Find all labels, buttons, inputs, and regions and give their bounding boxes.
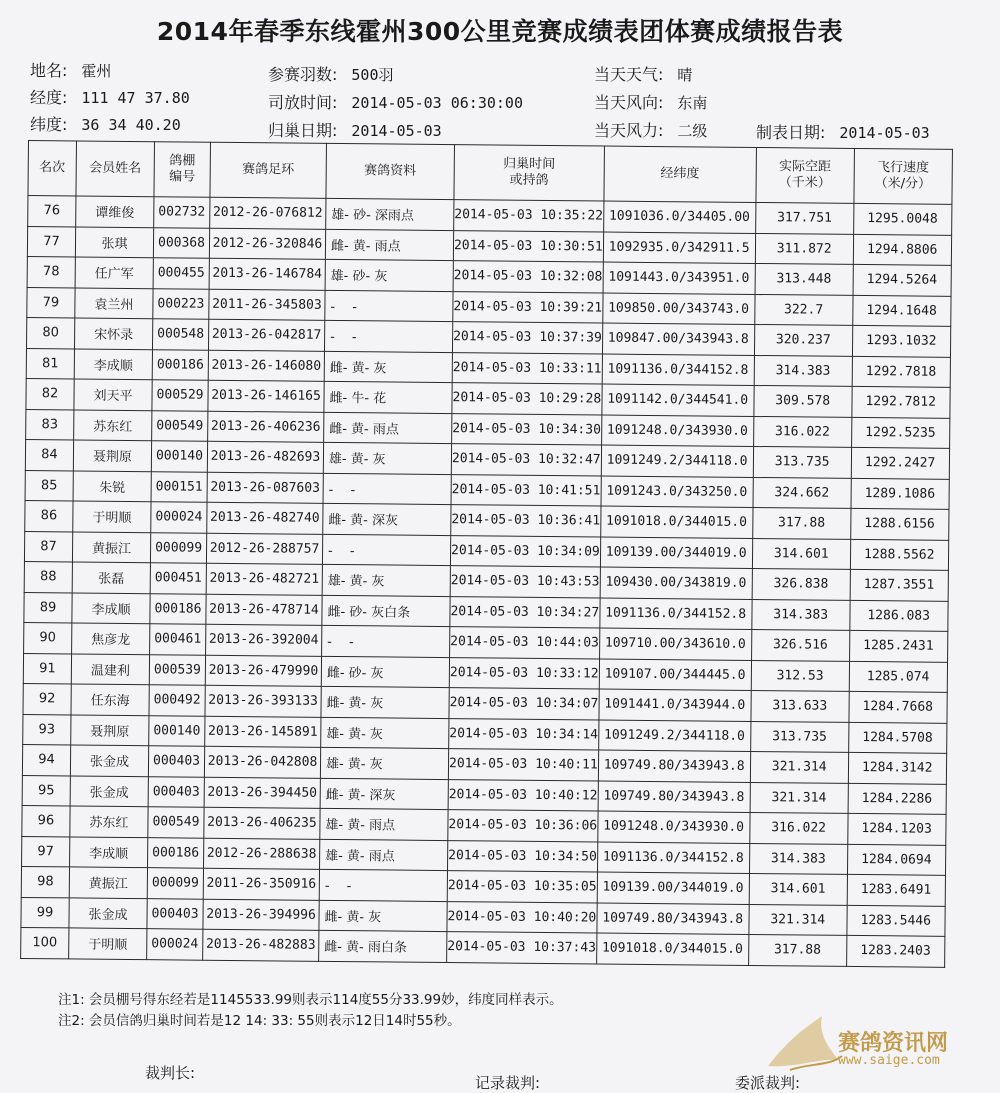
- header-time: 归巢时间 或持鸽: [454, 145, 604, 201]
- cell-ring: 2013-26-406236: [208, 411, 324, 443]
- report-title: 2014年春季东线霍州300公里竞赛成绩表团体赛成绩报告表: [156, 17, 844, 46]
- cell-rank: 94: [22, 744, 70, 775]
- cell-loft: 002732: [154, 197, 210, 228]
- cell-time: 2014-05-03 10:34:30: [452, 413, 602, 445]
- cell-rank: 78: [27, 256, 75, 287]
- cell-loft: 000529: [152, 380, 208, 411]
- cell-ring: 2012-26-076812: [210, 197, 326, 229]
- cell-distance: 314.601: [749, 873, 847, 904]
- cell-distance: 316.022: [753, 416, 851, 447]
- cell-speed: 1283.6491: [847, 874, 945, 905]
- cell-time: 2014-05-03 10:35:05: [447, 871, 597, 903]
- cell-distance: 313.633: [751, 690, 849, 721]
- wind-direction-info: [594, 90, 707, 113]
- cell-ring: 2013-26-146080: [208, 350, 324, 382]
- cell-desc: 雌- 砂- 灰白条: [322, 595, 450, 627]
- cell-time: 2014-05-03 10:33:11: [452, 352, 602, 384]
- cell-coord: 1091248.0/343930.0: [601, 415, 753, 447]
- cell-coord: 109139.00/344019.0: [600, 537, 752, 569]
- header-distance: 实际空距 （千米）: [756, 147, 855, 203]
- cell-coord: 1091249.2/344118.0: [601, 445, 753, 477]
- cell-ring: 2011-26-350916: [203, 868, 319, 900]
- cell-name: 李成顺: [72, 592, 150, 623]
- cell-rank: 93: [23, 714, 71, 745]
- cell-coord: 1091441.0/343944.0: [599, 689, 751, 721]
- cell-loft: 000549: [148, 807, 204, 838]
- cell-time: 2014-05-03 10:37:43: [447, 932, 597, 964]
- weather-value: 晴: [677, 66, 693, 84]
- watermark-url: www.saige.com: [838, 1053, 940, 1068]
- cell-loft: 000024: [151, 502, 207, 533]
- cell-distance: 314.383: [749, 843, 847, 874]
- wind-direction-value: 东南: [677, 94, 708, 112]
- cell-loft: 000186: [148, 837, 204, 868]
- cell-loft: 000099: [150, 532, 206, 563]
- cell-speed: 1284.7668: [849, 691, 947, 722]
- cell-speed: 1294.8806: [853, 234, 951, 265]
- cell-time: 2014-05-03 10:36:41: [451, 505, 601, 537]
- cell-speed: 1295.0048: [853, 203, 951, 234]
- cell-coord: 1091142.0/344541.0: [602, 384, 754, 416]
- cell-distance: 324.662: [753, 477, 851, 508]
- cell-time: 2014-05-03 10:32:47: [451, 444, 601, 476]
- cell-rank: 99: [21, 897, 69, 928]
- cell-name: 任广军: [75, 257, 153, 288]
- cell-time: 2014-05-03 10:40:11: [448, 749, 598, 781]
- latitude-label: 纬度:: [30, 115, 68, 134]
- cell-time: 2014-05-03 10:43:53: [450, 566, 600, 598]
- cell-coord: 109749.80/343943.8: [597, 902, 749, 934]
- cell-speed: 1284.2286: [848, 783, 946, 814]
- cell-ring: 2013-26-394450: [204, 777, 320, 809]
- cell-coord: 1091018.0/344015.0: [600, 506, 752, 538]
- cell-coord: 1091036.0/34405.00: [603, 201, 755, 233]
- cell-desc: - -: [322, 625, 450, 657]
- cell-speed: 1292.5235: [851, 417, 949, 448]
- cell-time: 2014-05-03 10:41:51: [451, 474, 601, 506]
- header-speed: 飞行速度 （米/分）: [854, 148, 953, 204]
- cell-desc: 雌- 黄- 灰: [324, 351, 452, 383]
- cell-time: 2014-05-03 10:34:07: [449, 688, 599, 720]
- cell-time: 2014-05-03 10:44:03: [450, 627, 600, 659]
- cell-rank: 82: [26, 378, 74, 409]
- cell-distance: 317.751: [755, 202, 853, 233]
- cell-loft: 000403: [148, 746, 204, 777]
- cell-name: 温建利: [71, 653, 149, 684]
- cell-rank: 88: [24, 561, 72, 592]
- cell-distance: 320.237: [754, 324, 852, 355]
- cell-name: 苏东红: [70, 806, 148, 837]
- notes: [58, 990, 563, 1032]
- cell-name: 任东海: [71, 684, 149, 715]
- cell-coord: 1091443.0/343951.0: [603, 262, 755, 294]
- cell-speed: 1289.1086: [851, 478, 949, 509]
- cell-distance: 313.735: [753, 446, 851, 477]
- cell-speed: 1288.6156: [850, 508, 948, 539]
- cell-desc: 雌- 黄- 雨白条: [319, 930, 447, 962]
- cell-rank: 80: [27, 317, 75, 348]
- cell-distance: 313.448: [755, 263, 853, 294]
- cell-desc: - -: [319, 869, 447, 901]
- cell-coord: 109847.00/343943.8: [602, 323, 754, 355]
- cell-speed: 1294.5264: [853, 264, 951, 295]
- cell-loft: 000024: [147, 929, 203, 960]
- cell-name: 于明顺: [73, 501, 151, 532]
- cell-speed: 1283.5446: [847, 905, 945, 936]
- cell-name: 黄振江: [72, 531, 150, 562]
- cell-distance: 309.578: [754, 385, 852, 416]
- return-info: [268, 118, 442, 141]
- cell-loft: 000151: [151, 471, 207, 502]
- cell-rank: 98: [21, 866, 69, 897]
- header-ring: 赛鸽足环: [210, 142, 327, 198]
- watermark-text: 赛鸽资讯网: [838, 1031, 949, 1056]
- cell-name: 张琪: [75, 226, 153, 257]
- cell-rank: 86: [25, 500, 73, 531]
- cell-distance: 322.7: [754, 294, 852, 325]
- chief-judge-label: 裁判长:: [145, 1064, 196, 1082]
- cell-speed: 1285.2431: [849, 630, 947, 661]
- cell-name: 袁兰州: [75, 287, 153, 318]
- cell-loft: 000461: [150, 624, 206, 655]
- cell-time: 2014-05-03 10:39:21: [453, 291, 603, 323]
- cell-desc: 雌- 黄- 深灰: [320, 778, 448, 810]
- cell-desc: 雌- 砂- 灰: [321, 656, 449, 688]
- cell-desc: 雌- 黄- 灰: [321, 686, 449, 718]
- cell-coord: 1091136.0/344152.8: [597, 841, 749, 873]
- cell-loft: 000451: [150, 563, 206, 594]
- cell-time: 2014-05-03 10:29:28: [452, 383, 602, 415]
- cell-ring: 2013-26-478714: [206, 594, 322, 626]
- cell-rank: 79: [27, 287, 75, 318]
- cell-loft: 000455: [153, 258, 209, 289]
- cell-distance: 326.838: [752, 568, 850, 599]
- cell-speed: 1294.1648: [852, 295, 950, 326]
- cell-name: 张金成: [70, 745, 148, 776]
- cell-loft: 000492: [149, 685, 205, 716]
- cell-name: 聂荆原: [71, 714, 149, 745]
- cell-desc: 雄- 黄- 雨点: [320, 808, 448, 840]
- cell-speed: 1284.3142: [848, 752, 946, 783]
- cell-speed: 1284.5708: [848, 722, 946, 753]
- longitude-info: [30, 85, 190, 108]
- note-1: 注1: 会员棚号得东经若是1145533.99则表示114度55分33.99妙，纬度同样表示。: [58, 992, 563, 1008]
- cell-speed: 1293.1032: [852, 325, 950, 356]
- cell-time: 2014-05-03 10:34:09: [450, 535, 600, 567]
- cell-time: 2014-05-03 10:34:50: [448, 840, 598, 872]
- cell-ring: 2012-26-320846: [209, 228, 325, 260]
- delegate-judge-label: 委派裁判:: [735, 1074, 801, 1092]
- cell-distance: 314.601: [752, 538, 850, 569]
- table-header-row: [28, 141, 952, 205]
- cell-name: 张金成: [69, 897, 147, 928]
- cell-rank: 97: [22, 836, 70, 867]
- cell-loft: 000186: [152, 349, 208, 380]
- release-label: 司放时间:: [268, 93, 338, 112]
- cell-rank: 85: [25, 470, 73, 501]
- cell-time: 2014-05-03 10:33:12: [449, 657, 599, 689]
- cell-coord: 109430.00/343819.0: [600, 567, 752, 599]
- cell-speed: 1284.0694: [847, 844, 945, 875]
- cell-desc: 雌- 黄- 灰: [319, 900, 447, 932]
- cell-ring: 2013-26-482740: [207, 502, 323, 534]
- cell-loft: 000368: [153, 227, 209, 258]
- cell-speed: 1292.7818: [852, 356, 950, 387]
- release-value: 2014-05-03 06:30:00: [351, 94, 523, 112]
- cell-loft: 000539: [149, 654, 205, 685]
- cell-ring: 2012-26-288638: [204, 838, 320, 870]
- cell-loft: 000186: [150, 593, 206, 624]
- cell-coord: 1091136.0/344152.8: [600, 598, 752, 630]
- cell-rank: 92: [23, 683, 71, 714]
- cell-distance: 326.516: [751, 629, 849, 660]
- cell-ring: 2013-26-393133: [205, 685, 321, 717]
- cell-ring: 2013-26-482721: [206, 563, 322, 595]
- cell-rank: 95: [22, 775, 70, 806]
- count-value: 500羽: [351, 66, 394, 84]
- cell-desc: 雌- 黄- 雨点: [325, 229, 453, 261]
- cell-speed: 1283.2403: [846, 935, 944, 966]
- cell-distance: 311.872: [755, 233, 853, 264]
- cell-coord: 1091018.0/344015.0: [596, 933, 748, 965]
- cell-distance: 321.314: [750, 751, 848, 782]
- release-info: [268, 90, 523, 113]
- cell-speed: 1284.1203: [847, 813, 945, 844]
- cell-time: 2014-05-03 10:40:20: [447, 901, 597, 933]
- cell-ring: 2012-26-288757: [206, 533, 322, 565]
- cell-coord: 109749.80/343943.8: [598, 750, 750, 782]
- cell-distance: 312.53: [751, 660, 849, 691]
- cell-ring: 2013-26-392004: [206, 624, 322, 656]
- cell-loft: 000140: [151, 441, 207, 472]
- cell-distance: 314.383: [752, 599, 850, 630]
- cell-rank: 96: [22, 805, 70, 836]
- cell-ring: 2013-26-479990: [205, 655, 321, 687]
- made-date-value: 2014-05-03: [839, 124, 930, 142]
- cell-distance: 314.383: [754, 355, 852, 386]
- return-label: 归巢日期:: [268, 121, 338, 140]
- cell-name: 张金成: [70, 775, 148, 806]
- cell-coord: 1091248.0/343930.0: [598, 811, 750, 843]
- weather-label: 当天天气:: [594, 65, 664, 84]
- cell-name: 朱锐: [73, 470, 151, 501]
- cell-distance: 313.735: [750, 721, 848, 752]
- cell-rank: 100: [21, 927, 69, 958]
- cell-loft: 000403: [147, 898, 203, 929]
- return-value: 2014-05-03: [351, 122, 442, 140]
- cell-coord: 1091243.0/343250.0: [601, 476, 753, 508]
- header-rank: 名次: [28, 141, 77, 196]
- recorder-judge-label: 记录裁判:: [475, 1074, 541, 1092]
- cell-distance: 317.88: [748, 934, 846, 965]
- cell-desc: - -: [325, 290, 453, 322]
- wind-force-info: [594, 118, 707, 141]
- cell-desc: 雌- 黄- 深灰: [323, 503, 451, 535]
- cell-desc: - -: [323, 473, 451, 505]
- cell-name: 焦彦龙: [72, 623, 150, 654]
- cell-desc: 雄- 砂- 灰: [325, 259, 453, 291]
- cell-speed: 1292.7812: [852, 386, 950, 417]
- cell-speed: 1285.074: [849, 661, 947, 692]
- cell-speed: 1292.2427: [851, 447, 949, 478]
- header-name: 会员姓名: [76, 141, 155, 197]
- cell-ring: 2013-26-482883: [203, 929, 319, 961]
- cell-desc: 雄- 黄- 灰: [322, 564, 450, 596]
- cell-name: 谭维俊: [76, 196, 154, 227]
- cell-coord: 109710.00/343610.0: [599, 628, 751, 660]
- cell-rank: 76: [28, 196, 76, 227]
- count-label: 参赛羽数:: [268, 65, 338, 84]
- wind-force-label: 当天风力:: [594, 121, 664, 140]
- cell-rank: 83: [26, 409, 74, 440]
- made-date-label: 制表日期:: [756, 123, 826, 142]
- cell-time: 2014-05-03 10:30:51: [453, 230, 603, 262]
- cell-name: 于明顺: [69, 928, 147, 959]
- cell-loft: 000403: [148, 776, 204, 807]
- cell-rank: 89: [24, 592, 72, 623]
- cell-ring: 2013-26-087603: [207, 472, 323, 504]
- cell-loft: 000549: [152, 410, 208, 441]
- cell-desc: 雄- 砂- 深雨点: [326, 198, 454, 230]
- cell-time: 2014-05-03 10:32:08: [453, 261, 603, 293]
- cell-desc: 雄- 黄- 灰: [321, 717, 449, 749]
- header-desc: 赛鸽资料: [326, 143, 455, 199]
- cell-coord: 1091136.0/344152.8: [602, 354, 754, 386]
- cell-rank: 91: [23, 653, 71, 684]
- header-loft: 鸽棚 编号: [154, 142, 211, 198]
- cell-coord: 1091249.2/344118.0: [598, 720, 750, 752]
- cell-ring: 2013-26-482693: [207, 441, 323, 473]
- cell-name: 聂荆原: [73, 440, 151, 471]
- cell-loft: 000223: [153, 288, 209, 319]
- cell-desc: 雄- 黄- 雨点: [320, 839, 448, 871]
- cell-ring: 2013-26-394996: [203, 899, 319, 931]
- cell-time: 2014-05-03 10:35:22: [454, 200, 604, 232]
- cell-name: 张磊: [72, 562, 150, 593]
- place-value: 霍州: [81, 62, 112, 80]
- cell-coord: 1092935.0/342911.5: [603, 232, 755, 264]
- cell-ring: 2013-26-146784: [209, 258, 325, 290]
- cell-name: 黄振江: [69, 867, 147, 898]
- cell-distance: 321.314: [750, 782, 848, 813]
- cell-speed: 1287.3551: [850, 569, 948, 600]
- cell-distance: 321.314: [749, 904, 847, 935]
- cell-loft: 000140: [149, 715, 205, 746]
- cell-distance: 316.022: [750, 812, 848, 843]
- note-2: 注2: 会员信鸽归巢时间若是12 14: 33: 55则表示12日14时55秒。: [58, 1013, 461, 1029]
- cell-name: 李成顺: [70, 836, 148, 867]
- cell-desc: - -: [324, 320, 452, 352]
- longitude-label: 经度:: [30, 88, 68, 107]
- cell-name: 苏东红: [74, 409, 152, 440]
- place-info: [30, 58, 111, 81]
- results-table: [20, 140, 953, 967]
- latitude-value: 36 34 40.20: [81, 116, 181, 134]
- cell-time: 2014-05-03 10:34:27: [450, 596, 600, 628]
- cell-ring: 2013-26-406235: [204, 807, 320, 839]
- cell-time: 2014-05-03 10:36:06: [448, 810, 598, 842]
- cell-distance: 317.88: [752, 507, 850, 538]
- weather-info: [594, 62, 692, 85]
- latitude-info: [30, 112, 181, 135]
- place-label: 地名:: [30, 61, 68, 80]
- cell-ring: 2013-26-042817: [208, 319, 324, 351]
- cell-time: 2014-05-03 10:34:14: [449, 718, 599, 750]
- cell-loft: 000099: [147, 868, 203, 899]
- cell-loft: 000548: [152, 319, 208, 350]
- cell-time: 2014-05-03 10:37:39: [452, 322, 602, 354]
- cell-ring: 2013-26-042808: [204, 746, 320, 778]
- wind-direction-label: 当天风向:: [594, 93, 664, 112]
- cell-name: 宋怀录: [75, 318, 153, 349]
- cell-desc: 雌- 黄- 雨点: [324, 412, 452, 444]
- cell-name: 李成顺: [74, 348, 152, 379]
- longitude-value: 111 47 37.80: [81, 89, 190, 107]
- cell-rank: 87: [24, 531, 72, 562]
- cell-ring: 2013-26-146165: [208, 380, 324, 412]
- cell-desc: 雌- 牛- 花: [324, 381, 452, 413]
- wind-force-value: 二级: [677, 122, 708, 140]
- cell-coord: 109850.00/343743.0: [602, 293, 754, 325]
- cell-time: 2014-05-03 10:40:12: [448, 779, 598, 811]
- cell-rank: 90: [24, 622, 72, 653]
- cell-desc: 雄- 黄- 灰: [320, 747, 448, 779]
- cell-coord: 109139.00/344019.0: [597, 872, 749, 904]
- cell-rank: 81: [26, 348, 74, 379]
- count-info: [268, 62, 394, 85]
- cell-ring: 2013-26-145891: [205, 716, 321, 748]
- cell-rank: 77: [27, 226, 75, 257]
- cell-speed: 1286.083: [850, 600, 948, 631]
- cell-speed: 1288.5562: [850, 539, 948, 570]
- cell-desc: - -: [322, 534, 450, 566]
- made-date-info: [756, 120, 930, 143]
- cell-desc: 雄- 黄- 灰: [323, 442, 451, 474]
- cell-ring: 2011-26-345803: [209, 289, 325, 321]
- cell-coord: 109107.00/344445.0: [599, 659, 751, 691]
- cell-coord: 109749.80/343943.8: [598, 781, 750, 813]
- cell-name: 刘天平: [74, 379, 152, 410]
- header-coord: 经纬度: [604, 146, 757, 202]
- cell-rank: 84: [25, 439, 73, 470]
